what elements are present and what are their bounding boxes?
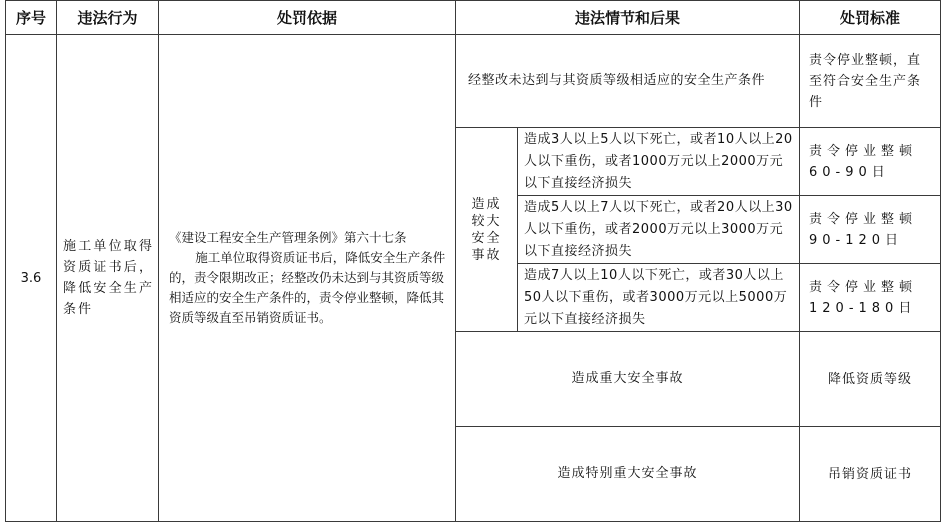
situation-cell: 造成7人以上10人以下死亡，或者30人以上50人以下重伤，或者3000万元以上5000万元以下直接经济损失 — [518, 264, 800, 332]
standard-cell: 责令停业整顿120-180日 — [800, 264, 941, 332]
header-number: 序号 — [6, 1, 57, 35]
situation-cell: 造成3人以上5人以下死亡，或者10人以上20人以下重伤，或者1000万元以上2000万元以下直接经济损失 — [518, 128, 800, 196]
accident-group-cell — [456, 128, 518, 332]
situation-cell: 造成特别重大安全事故 — [456, 427, 800, 522]
header-basis: 处罚依据 — [159, 1, 456, 35]
standard-cell: 责令停业整顿90-120日 — [800, 196, 941, 264]
row-number: 3.6 — [6, 35, 57, 522]
accident-group-label: 造成较大安全事故 — [471, 196, 502, 263]
penalty-table — [5, 0, 941, 522]
basis-title: 《建设工程安全生产管理条例》第六十七条 — [169, 230, 407, 245]
standard-cell: 责令停业整顿，直至符合安全生产条件 — [800, 35, 941, 128]
violation-cell: 施工单位取得资质证书后，降低安全生产条件 — [57, 35, 159, 522]
standard-cell: 降低资质等级 — [800, 332, 941, 427]
situation-cell: 造成5人以上7人以下死亡，或者20人以上30人以下重伤，或者2000万元以上3000万元以下直接经济损失 — [518, 196, 800, 264]
standard-cell: 责令停业整顿60-90日 — [800, 128, 941, 196]
header-violation: 违法行为 — [57, 1, 159, 35]
situation-cell: 造成重大安全事故 — [456, 332, 800, 427]
table-row — [6, 35, 941, 128]
header-standard: 处罚标准 — [800, 1, 941, 35]
basis-cell — [159, 35, 456, 522]
header-situation: 违法情节和后果 — [456, 1, 800, 35]
basis-body: 施工单位取得资质证书后，降低安全生产条件的，责令限期改正；经整改仍未达到与其资质等级相适应的安全生产条件的，责令停业整顿，降低其资质等级直至吊销资质证书。 — [169, 250, 446, 325]
header-row — [6, 1, 941, 35]
standard-cell: 吊销资质证书 — [800, 427, 941, 522]
situation-cell: 经整改未达到与其资质等级相适应的安全生产条件 — [456, 35, 800, 128]
